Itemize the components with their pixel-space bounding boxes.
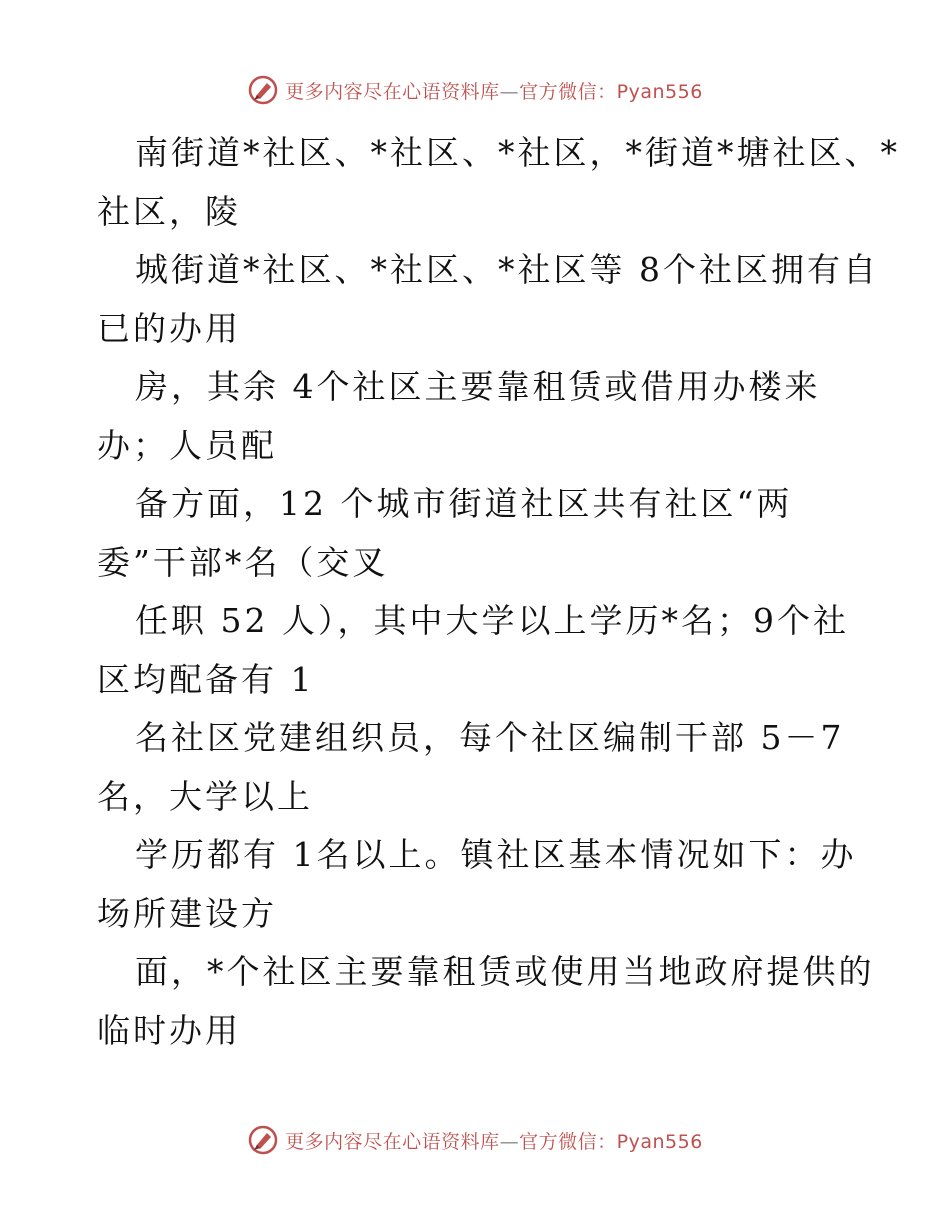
- text-line: 名社区党建组织员，每个社区编制干部 5－7: [135, 718, 845, 757]
- text-line: 场所建设方: [97, 893, 277, 933]
- text-line: 城街道*社区、*社区、*社区等 8个社区拥有自: [135, 250, 879, 289]
- watermark-contact: 官方微信：Pyan556: [519, 1130, 703, 1153]
- watermark-text: [285, 1127, 703, 1154]
- watermark-brand: 更多内容尽在心语资料库: [285, 1130, 500, 1153]
- watermark-separator: —: [499, 1130, 520, 1153]
- text-line: 区均配备有 1: [97, 659, 315, 699]
- text-line: 已的办用: [97, 308, 241, 348]
- pen-emblem-icon: [247, 1124, 279, 1156]
- text-line: 学历都有 1名以上。镇社区基本情况如下：办: [135, 835, 857, 874]
- text-line: 房，其余 4个社区主要靠租赁或借用办楼来: [135, 367, 821, 406]
- footer-watermark: [0, 1120, 950, 1160]
- text-line: 任职 52 人），其中大学以上学历*名；9个社: [135, 601, 849, 640]
- header-watermark: [0, 70, 950, 110]
- text-line: 南街道*社区、*社区、*社区，*街道*塘社区、*: [135, 133, 900, 172]
- pen-emblem-icon: [247, 74, 279, 106]
- watermark-brand: 更多内容尽在心语资料库: [285, 80, 500, 103]
- document-body: [97, 124, 900, 1060]
- text-line: 社区，陵: [97, 191, 241, 231]
- text-line: 面，*个社区主要靠租赁或使用当地政府提供的: [135, 952, 875, 991]
- watermark-separator: —: [499, 80, 520, 103]
- watermark-text: [285, 77, 703, 104]
- text-line: 名，大学以上: [97, 776, 313, 816]
- watermark-contact: 官方微信：Pyan556: [519, 80, 703, 103]
- text-line: 备方面，12 个城市街道社区共有社区“两: [135, 484, 793, 523]
- text-line: 办；人员配: [97, 425, 277, 465]
- text-line: 委”干部*名（交叉: [97, 542, 389, 582]
- text-line: 临时办用: [97, 1010, 241, 1050]
